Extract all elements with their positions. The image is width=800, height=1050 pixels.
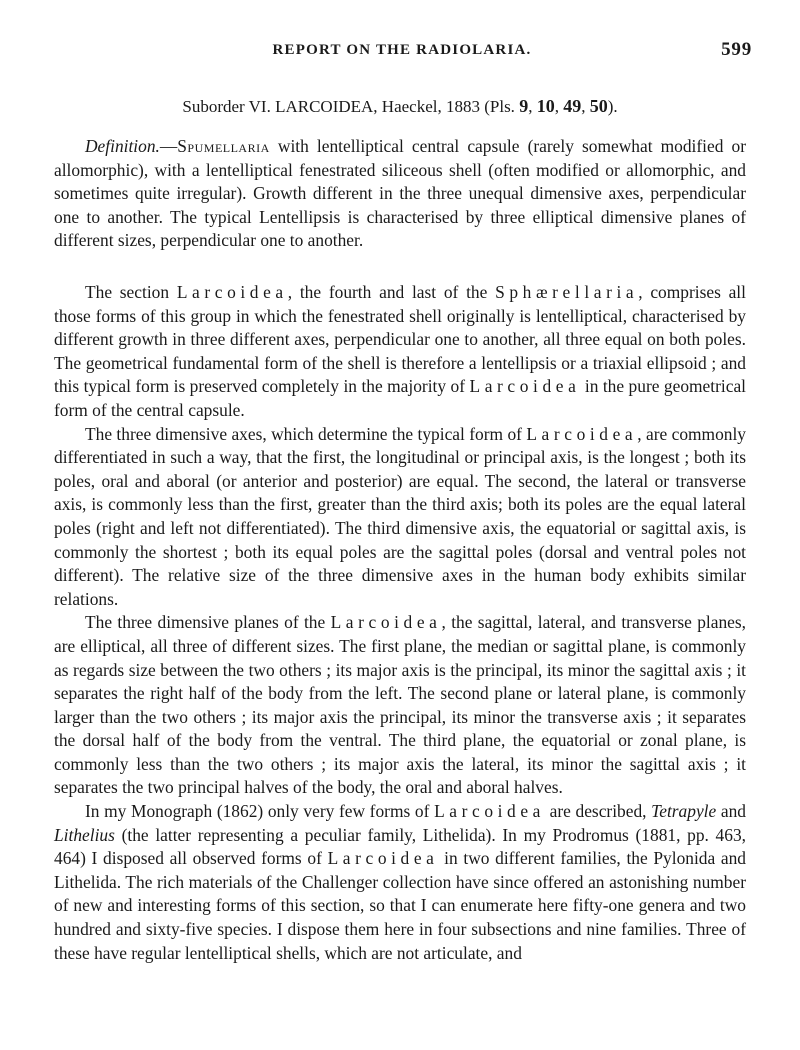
spaced-term: Larcoidea: [176, 282, 288, 302]
text-run: , comprises all those forms of this group in which the fenestrated shell originally is lentelliptical, characterised by different growth in three different axes, perpendicular one to another, all three equal on both poles. The geometrical fundamental form of the shell is therefore a lentellipsis or a triaxial ellipsoid ; and this typical form is preserved completely in the majority of: [54, 282, 746, 397]
text-run: and: [716, 801, 746, 822]
main-text: [54, 281, 746, 965]
spaced-term: Larcoidea: [327, 848, 439, 869]
paragraph-4: [54, 800, 746, 965]
text-run: The three dimensive axes, which determine the typical form of: [85, 423, 527, 444]
text-run: The section: [85, 282, 177, 302]
definition-block: [54, 135, 746, 253]
definition-paragraph: [54, 135, 746, 253]
heading-separator: ,: [554, 97, 564, 116]
paragraph-3: [54, 611, 746, 800]
spaced-term: Larcoidea: [330, 612, 442, 633]
definition-label: Definition.: [85, 136, 160, 156]
italic-genus: Tetrapyle: [651, 801, 717, 822]
section-heading: [0, 96, 800, 117]
spaced-term: Larcoidea: [469, 376, 581, 397]
spaced-term: Sphærellaria: [495, 282, 639, 302]
text-run: , the fourth and last of the: [287, 282, 496, 302]
page-number: 599: [721, 39, 752, 60]
definition-term: Spumellaria: [177, 136, 270, 156]
definition-text: with lentelliptical central capsule (rarely somewhat modified or allomorphic), with a lentelliptical fenestrated siliceous shell (often modified or allomorphic, and sometimes quite irregular). Growth different in the three unequal dimensive axes, perpendicular one to another. The typical Lentellipsis is characterised by three elliptical dimensive planes of different sizes, perpendicular one to another.: [54, 136, 746, 251]
text-run: The three dimensive planes of the: [85, 612, 331, 633]
spaced-term: Larcoidea: [434, 801, 545, 822]
paragraph-1: [54, 281, 746, 423]
definition-dash: —: [159, 136, 178, 156]
text-run: , are commonly differentiated in such a way, that the first, the longitudinal or principal axis, is the longest ; both its poles, oral and aboral (or anterior and posterior) are equal. The second, the lateral or transverse axis, is commonly less than the first, greater than the third axis; both its poles are the equal lateral poles (right and left not differentiated). The third dimensive axis, the equatorial or sagittal axis, is commonly the shortest ; both its equal poles are the sagittal poles (dorsal and ventral poles not different). The relative size of the three dimensive axes in the human body exhibits similar relations.: [54, 423, 746, 609]
text-run: in the pure geometrical form of the central capsule.: [54, 376, 746, 420]
heading-separator: ,: [528, 97, 537, 116]
text-run: In my Monograph (1862) only very few forms of: [85, 801, 435, 822]
heading-prefix: Suborder VI. LARCOIDEA, Haeckel, 1883 (Pls.: [182, 97, 520, 116]
page-header: [52, 39, 752, 66]
italic-genus: Lithelius: [54, 824, 115, 845]
plate-ref: 49: [563, 96, 582, 116]
text-run: (the latter representing a peculiar family, Lithelida). In my Prodromus (1881, pp. 463, 464) I disposed all observed forms of: [54, 824, 746, 869]
plate-ref: 10: [536, 96, 555, 116]
running-title: REPORT ON THE RADIOLARIA.: [272, 42, 532, 58]
plate-ref: 50: [589, 96, 608, 116]
text-run: are described,: [544, 801, 652, 822]
heading-suffix: ).: [607, 97, 618, 116]
plate-ref: 9: [519, 96, 529, 116]
heading-separator: ,: [581, 97, 590, 116]
text-run: in two different families, the Pylonida and Lithelida. The rich materials of the Challenger collection have since offered an astonishing number of new and interesting forms of this section, so that I can enumerate here fifty-one genera and two hundred and sixty-five species. I dispose them here in four subsections and nine families. Three of these have regular lentelliptical shells, which are not articulate, and: [54, 848, 746, 963]
spaced-term: Larcoidea: [526, 423, 638, 444]
paragraph-2: [54, 423, 746, 612]
text-run: , the sagittal, lateral, and transverse planes, are elliptical, all three of different sizes. The first plane, the median or sagittal plane, is commonly as regards size between the two others ; its major axis is the principal, its minor the sagittal axis ; it separates the right half of the body from the left. The second plane or lateral plane, is commonly larger than the two others ; its major axis the principal, its minor the transverse axis ; it separates the dorsal half of the body from the ventral. The third plane, the equatorial or zonal plane, is commonly less than the two others ; its major axis the lateral, its minor the sagittal axis ; it separates the two principal halves of the body, the oral and aboral halves.: [54, 612, 746, 798]
